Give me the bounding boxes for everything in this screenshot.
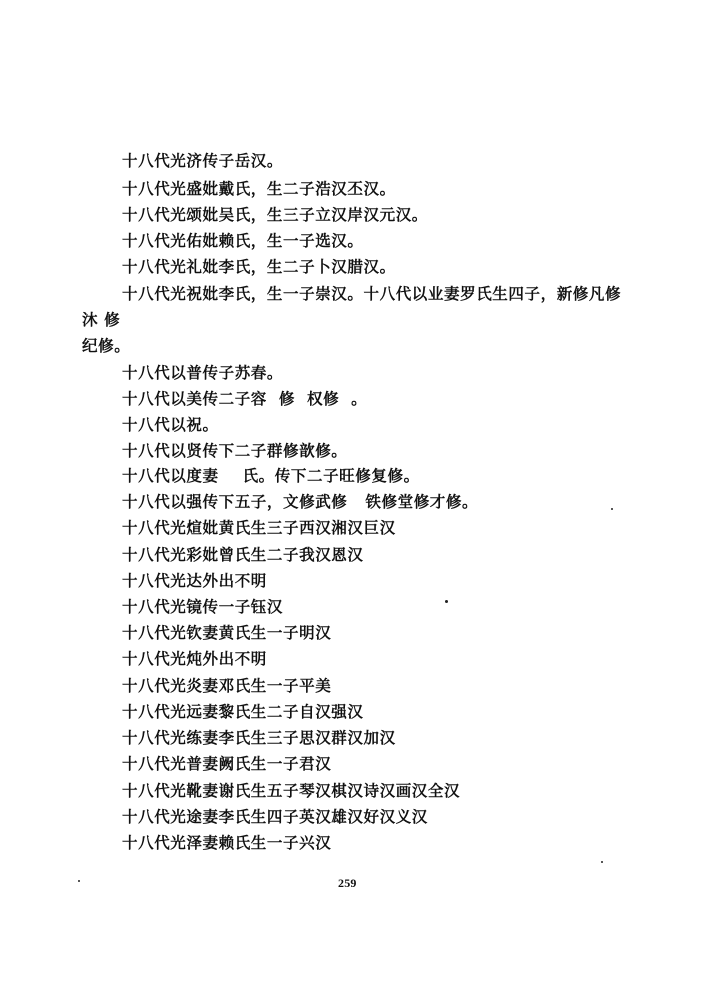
text-line: 十八代光炖外出不明 bbox=[122, 649, 267, 668]
text-line: 十八代光佑妣赖氏，生一子选汉。 bbox=[122, 231, 364, 250]
text-line: 十八代以强传下五子，文修武修 铁修堂修才修。 bbox=[122, 492, 479, 511]
text-line: 十八代光炎妻邓氏生一子平美 bbox=[122, 676, 332, 695]
scan-speck bbox=[78, 880, 80, 882]
text-line: 十八代以祝。 bbox=[122, 415, 219, 434]
text-line: 十八代光钦妻黄氏生一子明汉 bbox=[122, 623, 332, 642]
text-line: 十八代光祝妣李氏，生一子崇汉。十八代以业妻罗氏生四子，新修凡修 bbox=[122, 284, 622, 303]
text-line: 纪修。 bbox=[82, 336, 131, 355]
text-line: 十八代光煊妣黄氏生三子西汉湘汉巨汉 bbox=[122, 518, 396, 537]
text-line: 十八代光盛妣戴氏，生二子浩汉丕汉。 bbox=[122, 179, 396, 198]
text-line: 十八代光济传子岳汉。 bbox=[122, 151, 284, 170]
text-line: 十八代光普妻阙氏生一子君汉 bbox=[122, 754, 332, 773]
text-line: 十八代光礼妣李氏，生二子卜汉腊汉。 bbox=[122, 257, 396, 276]
text-line: 十八代以度妻 氏。传下二子旺修复修。 bbox=[122, 466, 420, 485]
text-line: 十八代光颂妣吴氏，生三子立汉岸汉元汉。 bbox=[122, 205, 428, 224]
scan-speck bbox=[601, 861, 603, 863]
text-line: 十八代光练妻李氏生三子思汉群汉加汉 bbox=[122, 728, 396, 747]
text-line: 十八代光远妻黎氏生二子自汉强汉 bbox=[122, 702, 364, 721]
text-line: 十八代光途妻李氏生四子英汉雄汉好汉义汉 bbox=[122, 807, 428, 826]
text-line: 十八代以普传子苏春。 bbox=[122, 363, 284, 382]
text-line: 十八代光泽妻赖氏生一子兴汉 bbox=[122, 833, 332, 852]
text-line: 沐 修 bbox=[82, 310, 121, 329]
text-line: 十八代以美传二子容 修 权修 。 bbox=[122, 389, 368, 408]
text-line: 十八代光靴妻谢氏生五子琴汉棋汉诗汉画汉全汉 bbox=[122, 781, 461, 800]
text-line: 十八代以贤传下二子群修歆修。 bbox=[122, 441, 348, 460]
text-line: 十八代光彩妣曾氏生二子我汉恩汉 bbox=[122, 545, 364, 564]
scan-speck bbox=[611, 508, 613, 510]
page-number: 259 bbox=[338, 876, 357, 890]
text-line: 十八代光达外出不明 bbox=[122, 571, 267, 590]
text-line: 十八代光镜传一子钰汉 bbox=[122, 597, 284, 616]
scan-speck bbox=[445, 600, 448, 603]
